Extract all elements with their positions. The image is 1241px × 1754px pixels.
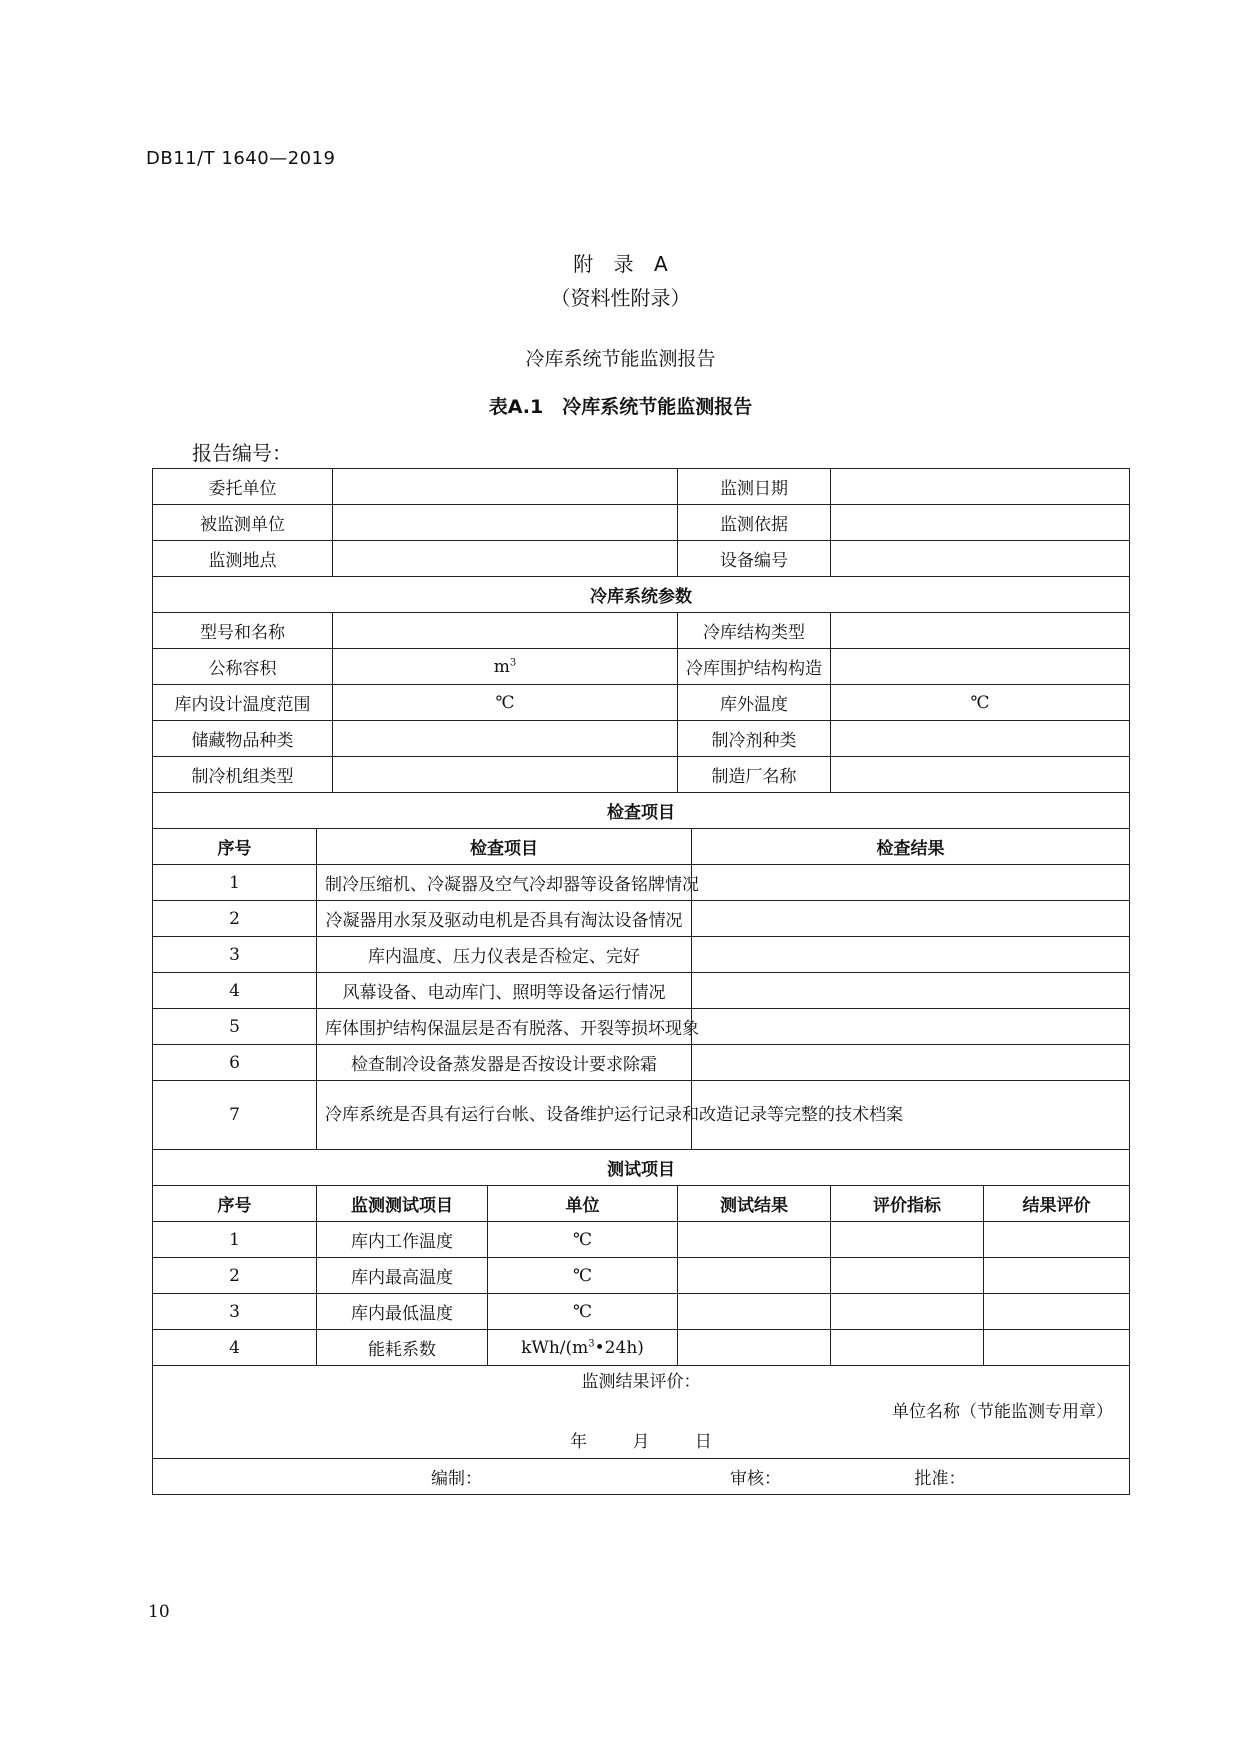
param-row: [153, 613, 1130, 649]
check-result-cell: [692, 937, 1130, 973]
test-header-row: [153, 1186, 1130, 1222]
test-row: [153, 1258, 1130, 1294]
signature-cell: [153, 1459, 1130, 1495]
evaluation-row: [153, 1366, 1130, 1459]
label-cell: 储藏物品种类: [153, 721, 333, 757]
col-header-test-item: 监测测试项目: [317, 1186, 488, 1222]
eval-index-cell: [831, 1330, 984, 1366]
page-number: 10: [148, 1602, 170, 1622]
row-number: 3: [153, 1294, 317, 1330]
test-item-text: 库内工作温度: [317, 1222, 488, 1258]
label-cell: 被监测单位: [153, 505, 333, 541]
value-cell: [831, 649, 1130, 685]
unit-text: kWh/(m: [521, 1337, 589, 1358]
check-row: [153, 1009, 1130, 1045]
unit-superscript: 3: [509, 656, 517, 668]
value-cell: [333, 613, 678, 649]
unit-cell: ℃: [488, 1222, 678, 1258]
param-row: [153, 721, 1130, 757]
label-cell: 监测依据: [678, 505, 831, 541]
value-cell: [333, 649, 678, 685]
table-title: 表A.1 冷库系统节能监测报告: [488, 396, 753, 418]
eval-result-cell: [984, 1222, 1130, 1258]
label-cell: 库内设计温度范围: [153, 685, 333, 721]
row-number: 7: [153, 1081, 317, 1150]
label-cell: 委托单位: [153, 469, 333, 505]
unit-superscript: 3: [588, 1337, 595, 1349]
label-cell: 库外温度: [678, 685, 831, 721]
eval-result-cell: [984, 1330, 1130, 1366]
check-row: [153, 901, 1130, 937]
unit-text: •24h): [594, 1337, 644, 1358]
row-number: 6: [153, 1045, 317, 1081]
check-header-row: [153, 829, 1130, 865]
test-section-title: 测试项目: [153, 1150, 1130, 1186]
section-header-row: [153, 1150, 1130, 1186]
check-result-cell: [692, 1045, 1130, 1081]
review-label: 审核：: [730, 1469, 781, 1489]
label-cell: 冷库围护结构构造: [678, 649, 831, 685]
report-table: [152, 468, 1130, 1495]
value-cell: [831, 469, 1130, 505]
col-header-result: 检查结果: [692, 829, 1130, 865]
basic-info-row: [153, 505, 1130, 541]
col-header-eval-index: 评价指标: [831, 1186, 984, 1222]
section-header-row: [153, 793, 1130, 829]
label-cell: 型号和名称: [153, 613, 333, 649]
col-header-eval-result: 结果评价: [984, 1186, 1130, 1222]
evaluation-label: 监测结果评价：: [581, 1372, 701, 1392]
check-result-cell: [692, 973, 1130, 1009]
check-row: [153, 865, 1130, 901]
check-row: [153, 1045, 1130, 1081]
eval-index-cell: [831, 1258, 984, 1294]
check-row: [153, 973, 1130, 1009]
check-item-text: 冷凝器用水泵及驱动电机是否具有淘汰设备情况: [317, 901, 692, 937]
check-item-text: 冷库系统是否具有运行台帐、设备维护运行记录和改造记录等完整的技术档案: [317, 1081, 692, 1150]
row-number: 2: [153, 1258, 317, 1294]
check-item-text: 库体围护结构保温层是否有脱落、开裂等损坏现象: [317, 1009, 692, 1045]
test-item-text: 能耗系数: [317, 1330, 488, 1366]
evaluation-date: 年 月 日: [570, 1432, 712, 1452]
evaluation-cell: [153, 1366, 1130, 1459]
test-item-text: 库内最低温度: [317, 1294, 488, 1330]
value-cell: ℃: [831, 685, 1130, 721]
test-result-cell: [678, 1294, 831, 1330]
label-cell: 监测日期: [678, 469, 831, 505]
value-cell: [831, 541, 1130, 577]
approve-label: 批准：: [914, 1469, 966, 1489]
check-result-cell: [692, 865, 1130, 901]
test-row: [153, 1294, 1130, 1330]
report-number-label: 报告编号：: [192, 441, 292, 465]
basic-info-row: [153, 541, 1130, 577]
col-header-test-result: 测试结果: [678, 1186, 831, 1222]
label-cell: 制造厂名称: [678, 757, 831, 793]
check-row: [153, 937, 1130, 973]
value-cell: ℃: [333, 685, 678, 721]
value-cell: [831, 757, 1130, 793]
row-number: 5: [153, 1009, 317, 1045]
row-number: 4: [153, 973, 317, 1009]
label-cell: 设备编号: [678, 541, 831, 577]
section-header-row: [153, 577, 1130, 613]
value-cell: [333, 541, 678, 577]
report-title: 冷库系统节能监测报告: [525, 348, 716, 370]
param-row: [153, 757, 1130, 793]
document-code: DB11/T 1640—2019: [146, 148, 336, 169]
label-cell: 监测地点: [153, 541, 333, 577]
param-row: [153, 685, 1130, 721]
value-cell: [333, 469, 678, 505]
check-item-text: 制冷压缩机、冷凝器及空气冷却器等设备铭牌情况: [317, 865, 692, 901]
test-row: [153, 1330, 1130, 1366]
appendix-subtitle: （资料性附录）: [550, 286, 691, 310]
test-row: [153, 1222, 1130, 1258]
row-number: 1: [153, 865, 317, 901]
test-result-cell: [678, 1330, 831, 1366]
label-cell: 制冷剂种类: [678, 721, 831, 757]
value-cell: [333, 721, 678, 757]
label-cell: 公称容积: [153, 649, 333, 685]
unit-cell: [488, 1330, 678, 1366]
unit-text: m: [493, 656, 510, 677]
value-cell: [831, 505, 1130, 541]
col-header-no: 序号: [153, 829, 317, 865]
eval-result-cell: [984, 1294, 1130, 1330]
row-number: 2: [153, 901, 317, 937]
eval-index-cell: [831, 1222, 984, 1258]
check-result-cell: [692, 1009, 1130, 1045]
col-header-unit: 单位: [488, 1186, 678, 1222]
param-row: [153, 649, 1130, 685]
check-item-text: 风幕设备、电动库门、照明等设备运行情况: [317, 973, 692, 1009]
appendix-title: 附 录 A: [573, 252, 668, 276]
unit-cell: ℃: [488, 1294, 678, 1330]
check-section-title: 检查项目: [153, 793, 1130, 829]
unit-cell: ℃: [488, 1258, 678, 1294]
col-header-item: 检查项目: [317, 829, 692, 865]
organization-seal-label: 单位名称（节能监测专用章）: [892, 1402, 1113, 1422]
row-number: 4: [153, 1330, 317, 1366]
test-result-cell: [678, 1258, 831, 1294]
row-number: 1: [153, 1222, 317, 1258]
value-cell: [831, 721, 1130, 757]
params-section-title: 冷库系统参数: [153, 577, 1130, 613]
signature-row: [153, 1459, 1130, 1495]
test-result-cell: [678, 1222, 831, 1258]
check-row: [153, 1081, 1130, 1150]
check-result-cell: [692, 901, 1130, 937]
check-item-text: 检查制冷设备蒸发器是否按设计要求除霜: [317, 1045, 692, 1081]
value-cell: [831, 613, 1130, 649]
col-header-no: 序号: [153, 1186, 317, 1222]
label-cell: 冷库结构类型: [678, 613, 831, 649]
compile-label: 编制：: [431, 1469, 482, 1489]
basic-info-row: [153, 469, 1130, 505]
value-cell: [333, 757, 678, 793]
label-cell: 制冷机组类型: [153, 757, 333, 793]
test-item-text: 库内最高温度: [317, 1258, 488, 1294]
row-number: 3: [153, 937, 317, 973]
eval-index-cell: [831, 1294, 984, 1330]
eval-result-cell: [984, 1258, 1130, 1294]
check-item-text: 库内温度、压力仪表是否检定、完好: [317, 937, 692, 973]
value-cell: [333, 505, 678, 541]
